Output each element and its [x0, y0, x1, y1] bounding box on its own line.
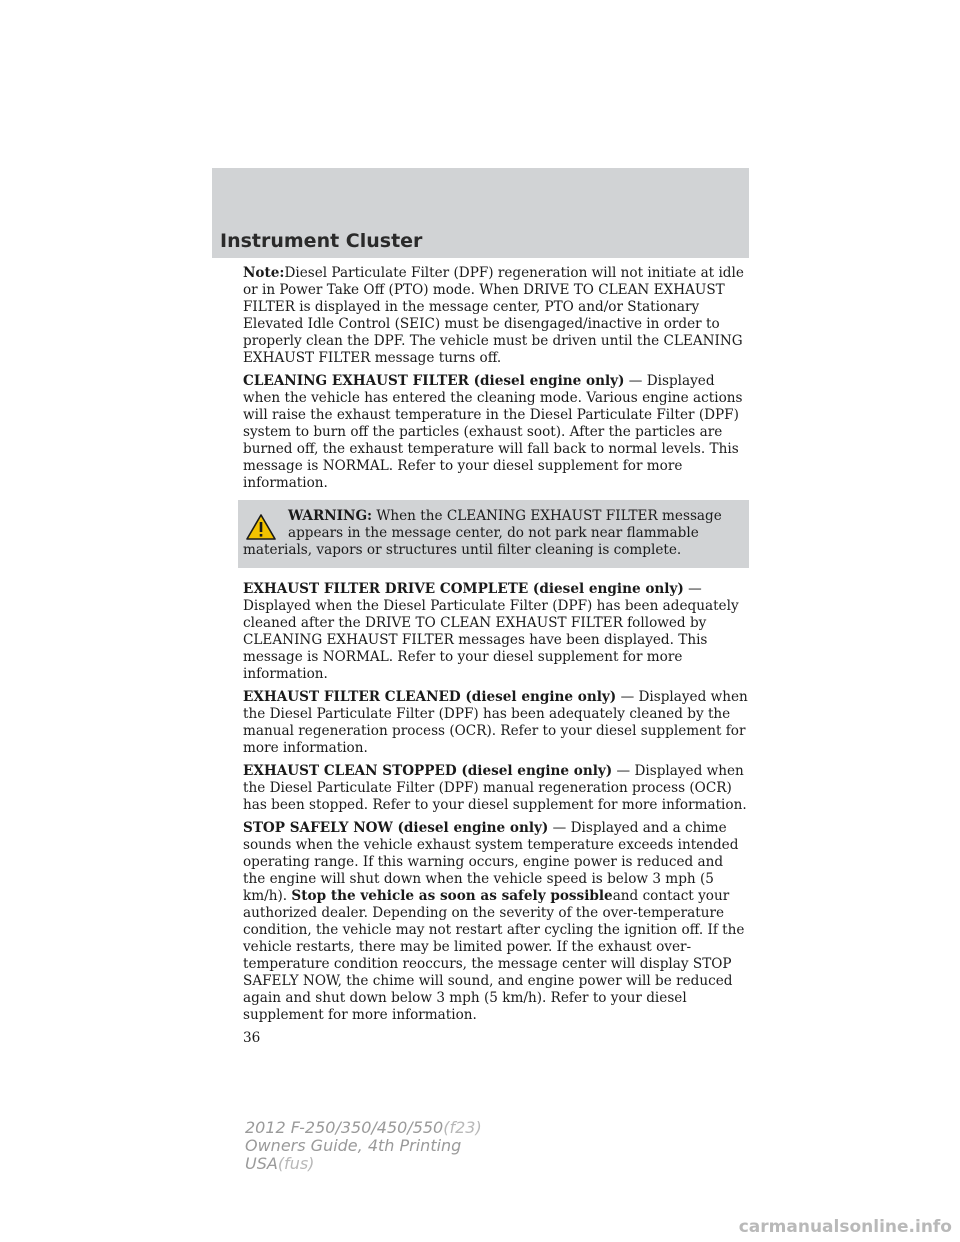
footer-model-code: (f23) — [443, 1118, 482, 1137]
cleaning-paragraph — [243, 373, 749, 492]
stop-safely-paragraph — [243, 820, 749, 1024]
section-title: Instrument Cluster — [220, 230, 423, 252]
cleaned-text: — Displayed when the Diesel Particulate Filter (DPF) has been adequately cleaned by the manual regeneration process (OCR). Refer to your diesel supplement for more information. — [243, 689, 748, 756]
cleaned-paragraph — [243, 689, 749, 757]
stop-safely-label: STOP SAFELY NOW (diesel engine only) — [243, 820, 549, 836]
stopped-label: EXHAUST CLEAN STOPPED (diesel engine only) — [243, 763, 613, 779]
drive-complete-text: — Displayed when the Diesel Particulate Filter (DPF) has been adequately cleaned after the DRIVE TO CLEAN EXHAUST FILTER followed by CLEANING EXHAUST FILTER messages have been displayed. This message is NORMAL. Refer to your diesel supplement for more information. — [243, 581, 739, 682]
warning-line-2: appears in the message center, do not park near flammable — [288, 525, 699, 541]
section-header — [212, 168, 749, 258]
warning-text-1: When the CLEANING EXHAUST FILTER message — [376, 508, 722, 524]
footer-region: USA — [245, 1154, 278, 1173]
footer-guide: Owners Guide, 4th Printing — [245, 1136, 462, 1155]
footer-region-code: (fus) — [277, 1154, 315, 1173]
warning-line-3: materials, vapors or structures until filter cleaning is complete. — [243, 542, 682, 558]
note-label: Note: — [243, 265, 285, 281]
stop-safely-emphasis: Stop the vehicle as soon as safely possible — [291, 888, 613, 904]
drive-complete-label: EXHAUST FILTER DRIVE COMPLETE (diesel engine only) — [243, 581, 684, 597]
warning-box — [238, 500, 749, 568]
warning-triangle-icon — [246, 514, 276, 540]
cleaning-label: CLEANING EXHAUST FILTER (diesel engine only) — [243, 373, 625, 389]
stop-safely-text: — Displayed and a chime sounds when the vehicle exhaust system temperature exceeds intended operating range. If this warning occurs, engine power is reduced and the engine will shut down when the vehicle speed is below 3 mph (5 km/h). — [243, 820, 739, 904]
footer-model: 2012 F-250/350/450/550 — [245, 1118, 444, 1137]
stopped-text: — Displayed when the Diesel Particulate Filter (DPF) manual regeneration process (OCR) has been stopped. Refer to your diesel supplement for more information. — [243, 763, 747, 813]
note-text: Diesel Particulate Filter (DPF) regeneration will not initiate at idle or in Power Take Off (PTO) mode. When DRIVE TO CLEAN EXHAUST FILTER is displayed in the message center, PTO and/or Stationary Elevated Idle Control (SEIC) must be disengaged/inactive in order to properly clean the DPF. The vehicle must be driven until the CLEANING EXHAUST FILTER message turns off. — [243, 265, 744, 366]
page-content — [243, 265, 749, 1047]
drive-complete-paragraph — [243, 581, 749, 683]
cleaned-label: EXHAUST FILTER CLEANED (diesel engine only) — [243, 689, 617, 705]
note-paragraph — [243, 265, 749, 367]
footer-line-1 — [245, 1119, 482, 1137]
footer — [245, 1119, 482, 1173]
footer-line-3 — [245, 1155, 482, 1173]
watermark: carmanualsonline.info — [738, 1217, 952, 1237]
stopped-paragraph — [243, 763, 749, 814]
warning-label: WARNING: — [288, 508, 373, 524]
stop-safely-text-2: and contact your authorized dealer. Depending on the severity of the over-temperature condition, the vehicle may not restart after cycling the ignition off. If the vehicle restarts, there may be limited power. If the exhaust over-temperature condition reoccurs, the message center will display STOP SAFELY NOW, the chime will sound, and engine power will be reduced again and shut down below 3 mph (5 km/h). Refer to your diesel supplement for more information. — [243, 888, 745, 1023]
warning-line-1 — [243, 508, 741, 525]
cleaning-text: — Displayed when the vehicle has entered the cleaning mode. Various engine actions will raise the exhaust temperature in the Diesel Particulate Filter (DPF) system to burn off the particles (exhaust soot). After the particles are burned off, the exhaust temperature will fall back to normal levels. This message is NORMAL. Refer to your diesel supplement for more information. — [243, 373, 743, 491]
page-number: 36 — [243, 1030, 261, 1046]
